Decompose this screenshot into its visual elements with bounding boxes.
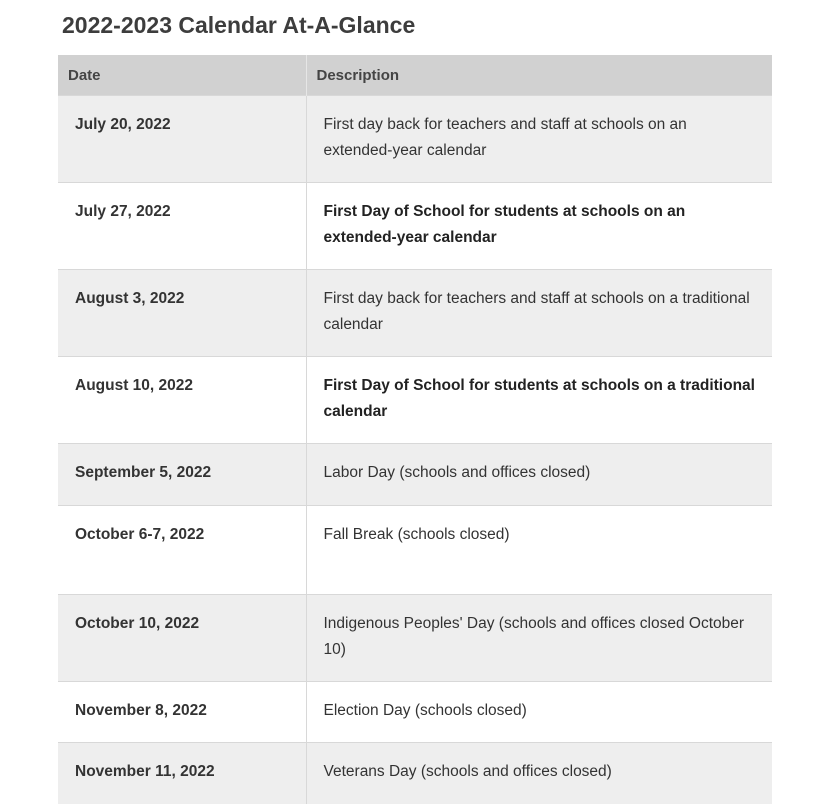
table-row bbox=[58, 183, 772, 270]
date-cell: September 5, 2022 bbox=[58, 444, 306, 506]
date-cell: July 27, 2022 bbox=[58, 183, 306, 270]
date-cell: November 8, 2022 bbox=[58, 682, 306, 743]
date-cell: October 10, 2022 bbox=[58, 595, 306, 682]
calendar-table bbox=[58, 55, 772, 804]
description-cell: First Day of School for students at schools on a traditional calendar bbox=[306, 357, 772, 444]
description-cell: First day back for teachers and staff at schools on a traditional calendar bbox=[306, 270, 772, 357]
date-column-header[interactable]: Date bbox=[58, 55, 306, 96]
description-column-header[interactable]: Description bbox=[306, 55, 772, 96]
table-row bbox=[58, 270, 772, 357]
header-row bbox=[58, 55, 772, 96]
description-cell: First day back for teachers and staff at schools on an extended-year calendar bbox=[306, 96, 772, 183]
table-body bbox=[58, 96, 772, 804]
table-row bbox=[58, 506, 772, 595]
description-cell: Veterans Day (schools and offices closed) bbox=[306, 743, 772, 804]
description-cell: First Day of School for students at schools on an extended-year calendar bbox=[306, 183, 772, 270]
table-header bbox=[58, 55, 772, 96]
date-cell: July 20, 2022 bbox=[58, 96, 306, 183]
description-cell: Election Day (schools closed) bbox=[306, 682, 772, 743]
page-title: 2022-2023 Calendar At-A-Glance bbox=[62, 8, 415, 42]
date-cell: October 6-7, 2022 bbox=[58, 506, 306, 595]
date-cell: August 3, 2022 bbox=[58, 270, 306, 357]
description-cell: Labor Day (schools and offices closed) bbox=[306, 444, 772, 506]
description-cell: Indigenous Peoples' Day (schools and offices closed October 10) bbox=[306, 595, 772, 682]
description-cell: Fall Break (schools closed) bbox=[306, 506, 772, 595]
table-row bbox=[58, 444, 772, 506]
table-row bbox=[58, 595, 772, 682]
table-row bbox=[58, 682, 772, 743]
table-row bbox=[58, 357, 772, 444]
table-row bbox=[58, 96, 772, 183]
date-cell: November 11, 2022 bbox=[58, 743, 306, 804]
date-cell: August 10, 2022 bbox=[58, 357, 306, 444]
table-row bbox=[58, 743, 772, 804]
